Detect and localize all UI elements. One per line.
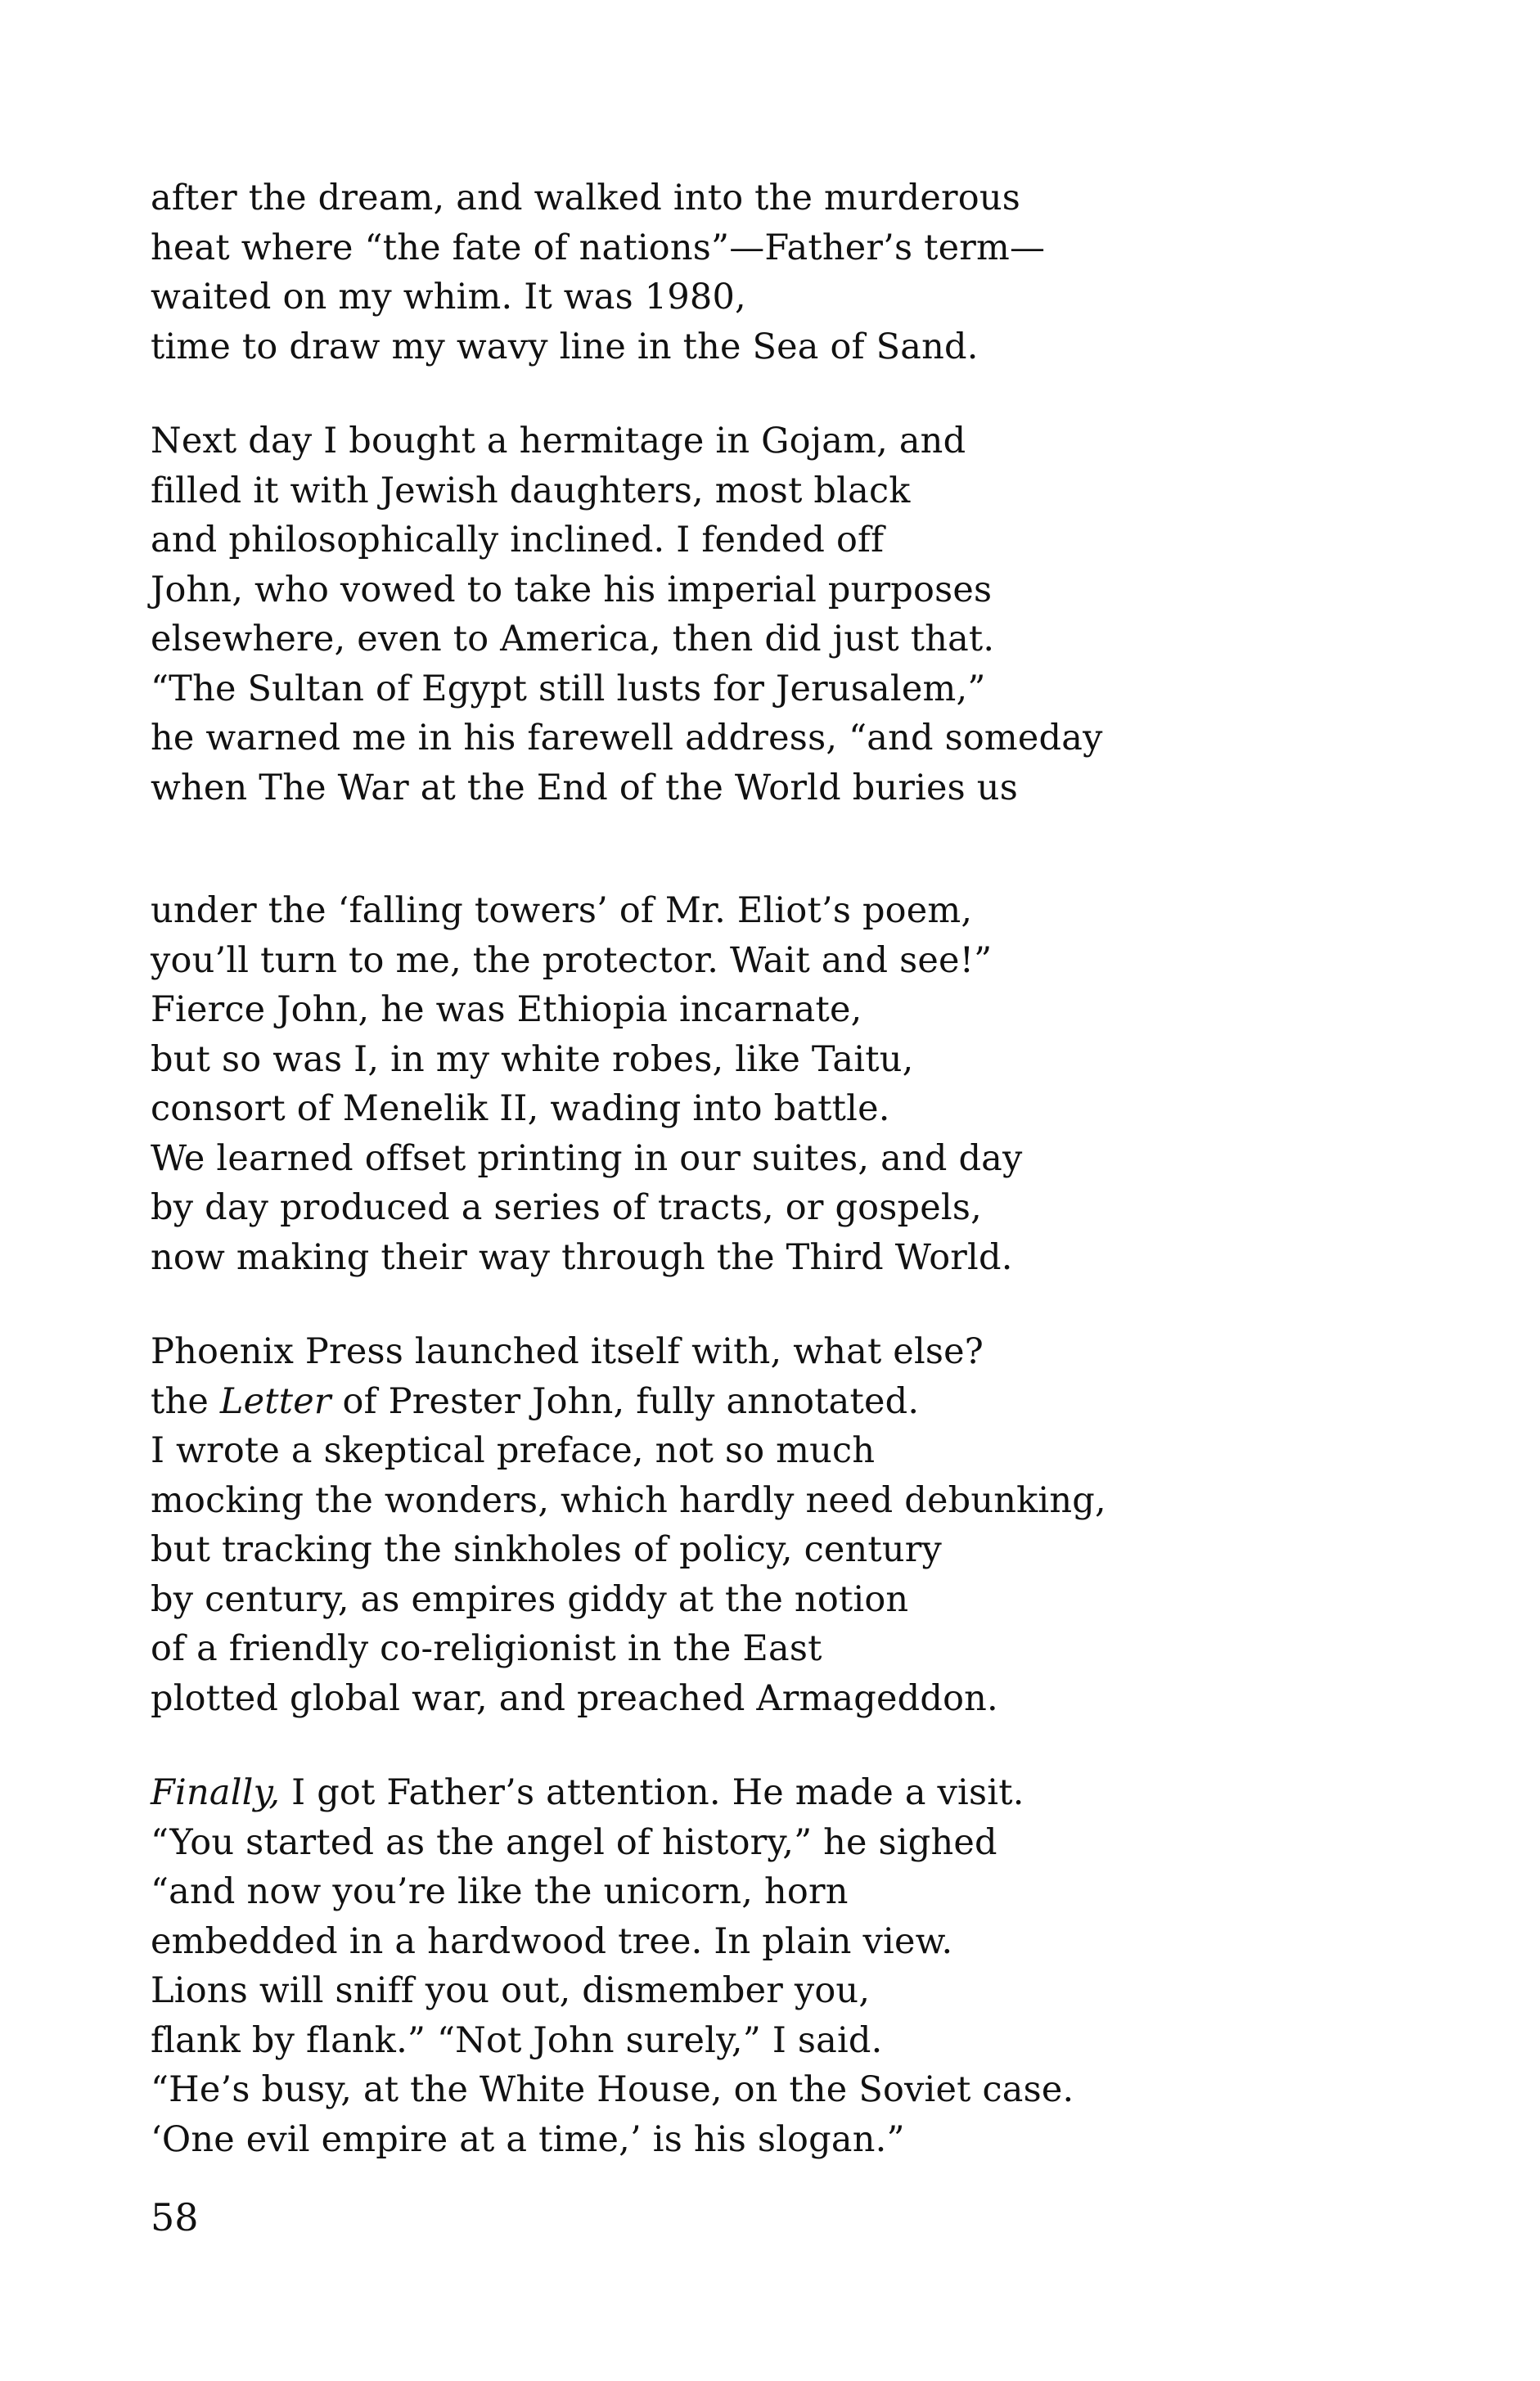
stanza-2 bbox=[151, 416, 1411, 812]
poem-line: after the dream, and walked into the murderous bbox=[151, 178, 1021, 218]
stanza-3 bbox=[151, 886, 1411, 1282]
poem-line: I wrote a skeptical preface, not so much bbox=[151, 1430, 876, 1471]
poem-line: but so was I, in my white robes, like Taitu, bbox=[151, 1038, 914, 1080]
stanza-1 bbox=[151, 173, 1411, 371]
stanza-break bbox=[151, 812, 1411, 886]
poem-line: but tracking the sinkholes of policy, century bbox=[151, 1529, 943, 1570]
poem-line: by day produced a series of tracts, or gospels, bbox=[151, 1187, 982, 1228]
poem-line: ‘One evil empire at a time,’ is his slogan.” bbox=[151, 2118, 905, 2160]
stanza-break bbox=[151, 371, 1411, 416]
poem-line: Next day I bought a hermitage in Gojam, and bbox=[151, 421, 966, 461]
poem-line: when The War at the End of the World buries us bbox=[151, 767, 1018, 808]
stanza-5 bbox=[151, 1768, 1411, 2164]
line-text: the bbox=[151, 1380, 220, 1422]
poem-line: waited on my whim. It was 1980, bbox=[151, 277, 746, 317]
stanza-break bbox=[151, 1723, 1411, 1768]
poem-line: We learned offset printing in our suites, and day bbox=[151, 1137, 1023, 1179]
poem-line: plotted global war, and preached Armageddon. bbox=[151, 1677, 998, 1719]
poem-body bbox=[151, 173, 1411, 2164]
poem-line: Lions will sniff you out, dismember you, bbox=[151, 1970, 871, 2011]
stanza-break bbox=[151, 1282, 1411, 1327]
poem-line: consort of Menelik II, wading into battle. bbox=[151, 1088, 890, 1129]
poem-line: elsewhere, even to America, then did just that. bbox=[151, 619, 995, 659]
italic-word: Finally, bbox=[151, 1772, 281, 1813]
poem-line: by century, as empires giddy at the notion bbox=[151, 1578, 909, 1620]
poem-line: mocking the wonders, which hardly need debunking, bbox=[151, 1479, 1106, 1521]
poem-line: time to draw my wavy line in the Sea of Sand. bbox=[151, 326, 979, 367]
poem-line: John, who vowed to take his imperial purposes bbox=[151, 569, 993, 610]
poem-line: “and now you’re like the unicorn, horn bbox=[151, 1871, 849, 1912]
poem-line: of a friendly co-religionist in the East bbox=[151, 1628, 822, 1669]
poem-line: filled it with Jewish daughters, most black bbox=[151, 470, 911, 511]
poem-line: embedded in a hardwood tree. In plain view. bbox=[151, 1920, 953, 1962]
poem-line: “The Sultan of Egypt still lusts for Jerusalem,” bbox=[151, 668, 986, 709]
poem-line: flank by flank.” “Not John surely,” I said. bbox=[151, 2019, 883, 2061]
line-text: I got Father’s attention. He made a visit. bbox=[280, 1772, 1024, 1813]
italic-title: Letter bbox=[219, 1380, 331, 1422]
poem-line: Fierce John, he was Ethiopia incarnate, bbox=[151, 989, 862, 1030]
line-text: of Prester John, fully annotated. bbox=[331, 1380, 920, 1422]
poem-line: he warned me in his farewell address, “and someday bbox=[151, 718, 1103, 758]
poem-line: heat where “the fate of nations”—Father’s term— bbox=[151, 227, 1046, 268]
poem-line: now making their way through the Third World. bbox=[151, 1236, 1013, 1278]
poem-line: “You started as the angel of history,” he sighed bbox=[151, 1821, 997, 1863]
poem-line-with-italic bbox=[151, 1377, 1411, 1427]
stanza-4 bbox=[151, 1327, 1411, 1723]
poem-line: Phoenix Press launched itself with, what else? bbox=[151, 1331, 984, 1372]
poem-line-with-italic bbox=[151, 1768, 1411, 1818]
page-number: 58 bbox=[151, 2195, 199, 2239]
poem-line: you’ll turn to me, the protector. Wait and see!” bbox=[151, 939, 993, 981]
poem-line: “He’s busy, at the White House, on the Soviet case. bbox=[151, 2069, 1074, 2110]
poem-line: under the ‘falling towers’ of Mr. Eliot’s poem, bbox=[151, 890, 973, 931]
poem-line: and philosophically inclined. I fended off bbox=[151, 520, 885, 560]
